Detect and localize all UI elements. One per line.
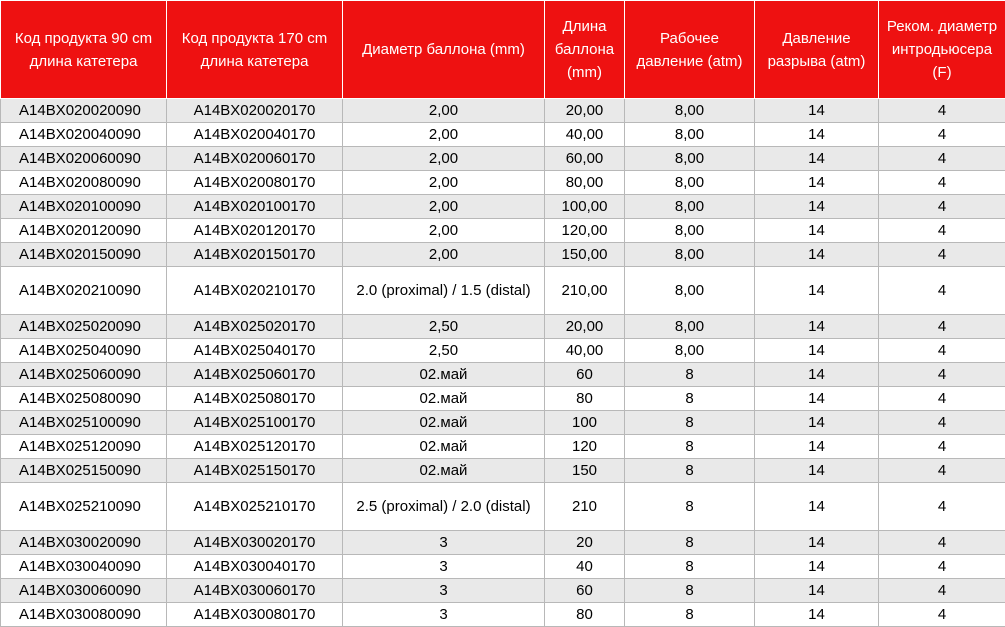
table-body <box>1 99 1005 627</box>
code-170cm-cell: A14BX020210170 <box>167 267 343 315</box>
balloon-diameter-cell: 2,00 <box>343 123 545 147</box>
table-row <box>1 363 1005 387</box>
table-row <box>1 483 1005 531</box>
code-90cm-cell: A14BX020020090 <box>1 99 167 123</box>
code-170cm-cell: A14BX020150170 <box>167 243 343 267</box>
introducer-diameter-cell: 4 <box>879 411 1005 435</box>
table-row <box>1 315 1005 339</box>
introducer-diameter-cell: 4 <box>879 243 1005 267</box>
balloon-length-cell: 210 <box>545 483 625 531</box>
burst-pressure-cell: 14 <box>755 267 879 315</box>
code-170cm-cell: A14BX025080170 <box>167 387 343 411</box>
table-row <box>1 387 1005 411</box>
working-pressure-cell: 8,00 <box>625 147 755 171</box>
balloon-diameter-cell: 3 <box>343 579 545 603</box>
code-90cm-cell: A14BX025210090 <box>1 483 167 531</box>
balloon-diameter-cell: 02.май <box>343 459 545 483</box>
code-170cm-cell: A14BX025020170 <box>167 315 343 339</box>
working-pressure-cell: 8 <box>625 363 755 387</box>
code-170cm-cell: A14BX025040170 <box>167 339 343 363</box>
balloon-diameter-cell: 02.май <box>343 363 545 387</box>
code-170cm-cell: A14BX030060170 <box>167 579 343 603</box>
table-row <box>1 99 1005 123</box>
code-90cm-cell: A14BX020080090 <box>1 171 167 195</box>
header-row <box>1 1 1005 99</box>
burst-pressure-cell: 14 <box>755 603 879 627</box>
balloon-diameter-cell: 2,00 <box>343 219 545 243</box>
working-pressure-cell: 8 <box>625 411 755 435</box>
code-90cm-cell: A14BX025120090 <box>1 435 167 459</box>
burst-pressure-cell: 14 <box>755 99 879 123</box>
working-pressure-cell: 8,00 <box>625 123 755 147</box>
introducer-diameter-cell: 4 <box>879 147 1005 171</box>
code-90cm-cell: A14BX025080090 <box>1 387 167 411</box>
working-pressure-cell: 8 <box>625 603 755 627</box>
balloon-length-cell: 100,00 <box>545 195 625 219</box>
header-code-90cm: Код продукта 90 cm длина катетера <box>1 1 167 99</box>
working-pressure-cell: 8,00 <box>625 219 755 243</box>
balloon-length-cell: 40 <box>545 555 625 579</box>
balloon-length-cell: 100 <box>545 411 625 435</box>
burst-pressure-cell: 14 <box>755 387 879 411</box>
balloon-length-cell: 80 <box>545 603 625 627</box>
code-170cm-cell: A14BX020060170 <box>167 147 343 171</box>
table-row <box>1 459 1005 483</box>
code-170cm-cell: A14BX025060170 <box>167 363 343 387</box>
burst-pressure-cell: 14 <box>755 459 879 483</box>
introducer-diameter-cell: 4 <box>879 435 1005 459</box>
table-row <box>1 555 1005 579</box>
working-pressure-cell: 8 <box>625 459 755 483</box>
introducer-diameter-cell: 4 <box>879 99 1005 123</box>
working-pressure-cell: 8,00 <box>625 171 755 195</box>
balloon-diameter-cell: 02.май <box>343 435 545 459</box>
code-170cm-cell: A14BX030080170 <box>167 603 343 627</box>
code-90cm-cell: A14BX020120090 <box>1 219 167 243</box>
balloon-diameter-cell: 02.май <box>343 387 545 411</box>
burst-pressure-cell: 14 <box>755 363 879 387</box>
working-pressure-cell: 8 <box>625 387 755 411</box>
table-row <box>1 267 1005 315</box>
burst-pressure-cell: 14 <box>755 339 879 363</box>
balloon-length-cell: 210,00 <box>545 267 625 315</box>
balloon-diameter-cell: 2,00 <box>343 171 545 195</box>
burst-pressure-cell: 14 <box>755 315 879 339</box>
balloon-length-cell: 40,00 <box>545 339 625 363</box>
introducer-diameter-cell: 4 <box>879 483 1005 531</box>
code-90cm-cell: A14BX030020090 <box>1 531 167 555</box>
header-code-170cm: Код продукта 170 cm длина катетера <box>167 1 343 99</box>
code-90cm-cell: A14BX025150090 <box>1 459 167 483</box>
balloon-diameter-cell: 2,50 <box>343 339 545 363</box>
introducer-diameter-cell: 4 <box>879 579 1005 603</box>
header-balloon-diameter: Диаметр баллона (mm) <box>343 1 545 99</box>
table-row <box>1 243 1005 267</box>
code-170cm-cell: A14BX020080170 <box>167 171 343 195</box>
table-row <box>1 531 1005 555</box>
code-170cm-cell: A14BX020100170 <box>167 195 343 219</box>
code-90cm-cell: A14BX020210090 <box>1 267 167 315</box>
balloon-length-cell: 150 <box>545 459 625 483</box>
introducer-diameter-cell: 4 <box>879 267 1005 315</box>
working-pressure-cell: 8 <box>625 579 755 603</box>
balloon-length-cell: 20 <box>545 531 625 555</box>
balloon-diameter-cell: 2,00 <box>343 195 545 219</box>
introducer-diameter-cell: 4 <box>879 195 1005 219</box>
burst-pressure-cell: 14 <box>755 411 879 435</box>
introducer-diameter-cell: 4 <box>879 339 1005 363</box>
balloon-diameter-cell: 2.5 (proximal) / 2.0 (distal) <box>343 483 545 531</box>
burst-pressure-cell: 14 <box>755 123 879 147</box>
balloon-diameter-cell: 3 <box>343 555 545 579</box>
code-170cm-cell: A14BX025150170 <box>167 459 343 483</box>
burst-pressure-cell: 14 <box>755 195 879 219</box>
introducer-diameter-cell: 4 <box>879 531 1005 555</box>
code-170cm-cell: A14BX025120170 <box>167 435 343 459</box>
introducer-diameter-cell: 4 <box>879 387 1005 411</box>
balloon-length-cell: 20,00 <box>545 99 625 123</box>
code-90cm-cell: A14BX020060090 <box>1 147 167 171</box>
working-pressure-cell: 8 <box>625 531 755 555</box>
balloon-diameter-cell: 2,50 <box>343 315 545 339</box>
balloon-diameter-cell: 2.0 (proximal) / 1.5 (distal) <box>343 267 545 315</box>
burst-pressure-cell: 14 <box>755 171 879 195</box>
balloon-length-cell: 40,00 <box>545 123 625 147</box>
header-working-pressure: Рабочее давление (atm) <box>625 1 755 99</box>
code-90cm-cell: A14BX020040090 <box>1 123 167 147</box>
table-row <box>1 435 1005 459</box>
header-burst-pressure: Давление разрыва (atm) <box>755 1 879 99</box>
code-170cm-cell: A14BX030040170 <box>167 555 343 579</box>
introducer-diameter-cell: 4 <box>879 603 1005 627</box>
burst-pressure-cell: 14 <box>755 483 879 531</box>
code-90cm-cell: A14BX030040090 <box>1 555 167 579</box>
burst-pressure-cell: 14 <box>755 531 879 555</box>
working-pressure-cell: 8 <box>625 483 755 531</box>
header-introducer-diameter: Реком. диаметр интродьюсера (F) <box>879 1 1005 99</box>
balloon-length-cell: 60 <box>545 579 625 603</box>
table-row <box>1 171 1005 195</box>
table-row <box>1 579 1005 603</box>
burst-pressure-cell: 14 <box>755 219 879 243</box>
introducer-diameter-cell: 4 <box>879 363 1005 387</box>
burst-pressure-cell: 14 <box>755 147 879 171</box>
balloon-length-cell: 80,00 <box>545 171 625 195</box>
code-170cm-cell: A14BX020120170 <box>167 219 343 243</box>
code-90cm-cell: A14BX025100090 <box>1 411 167 435</box>
working-pressure-cell: 8 <box>625 435 755 459</box>
code-90cm-cell: A14BX025040090 <box>1 339 167 363</box>
table-row <box>1 411 1005 435</box>
burst-pressure-cell: 14 <box>755 435 879 459</box>
code-90cm-cell: A14BX030060090 <box>1 579 167 603</box>
working-pressure-cell: 8,00 <box>625 267 755 315</box>
table-row <box>1 219 1005 243</box>
balloon-diameter-cell: 2,00 <box>343 99 545 123</box>
table-row <box>1 123 1005 147</box>
code-90cm-cell: A14BX025060090 <box>1 363 167 387</box>
table-row <box>1 147 1005 171</box>
introducer-diameter-cell: 4 <box>879 219 1005 243</box>
balloon-diameter-cell: 3 <box>343 531 545 555</box>
balloon-length-cell: 60 <box>545 363 625 387</box>
introducer-diameter-cell: 4 <box>879 459 1005 483</box>
code-170cm-cell: A14BX030020170 <box>167 531 343 555</box>
code-90cm-cell: A14BX025020090 <box>1 315 167 339</box>
balloon-length-cell: 120 <box>545 435 625 459</box>
balloon-diameter-cell: 3 <box>343 603 545 627</box>
table-row <box>1 339 1005 363</box>
code-90cm-cell: A14BX030080090 <box>1 603 167 627</box>
working-pressure-cell: 8,00 <box>625 195 755 219</box>
working-pressure-cell: 8 <box>625 555 755 579</box>
balloon-length-cell: 80 <box>545 387 625 411</box>
balloon-length-cell: 150,00 <box>545 243 625 267</box>
introducer-diameter-cell: 4 <box>879 315 1005 339</box>
code-170cm-cell: A14BX020040170 <box>167 123 343 147</box>
introducer-diameter-cell: 4 <box>879 123 1005 147</box>
working-pressure-cell: 8,00 <box>625 243 755 267</box>
code-90cm-cell: A14BX020150090 <box>1 243 167 267</box>
burst-pressure-cell: 14 <box>755 243 879 267</box>
working-pressure-cell: 8,00 <box>625 315 755 339</box>
balloon-diameter-cell: 02.май <box>343 411 545 435</box>
code-170cm-cell: A14BX025100170 <box>167 411 343 435</box>
code-90cm-cell: A14BX020100090 <box>1 195 167 219</box>
code-170cm-cell: A14BX025210170 <box>167 483 343 531</box>
balloon-length-cell: 20,00 <box>545 315 625 339</box>
balloon-length-cell: 60,00 <box>545 147 625 171</box>
introducer-diameter-cell: 4 <box>879 555 1005 579</box>
burst-pressure-cell: 14 <box>755 579 879 603</box>
code-170cm-cell: A14BX020020170 <box>167 99 343 123</box>
balloon-diameter-cell: 2,00 <box>343 147 545 171</box>
burst-pressure-cell: 14 <box>755 555 879 579</box>
header-balloon-length: Длина баллона (mm) <box>545 1 625 99</box>
working-pressure-cell: 8,00 <box>625 99 755 123</box>
working-pressure-cell: 8,00 <box>625 339 755 363</box>
introducer-diameter-cell: 4 <box>879 171 1005 195</box>
balloon-diameter-cell: 2,00 <box>343 243 545 267</box>
table-row <box>1 195 1005 219</box>
balloon-length-cell: 120,00 <box>545 219 625 243</box>
